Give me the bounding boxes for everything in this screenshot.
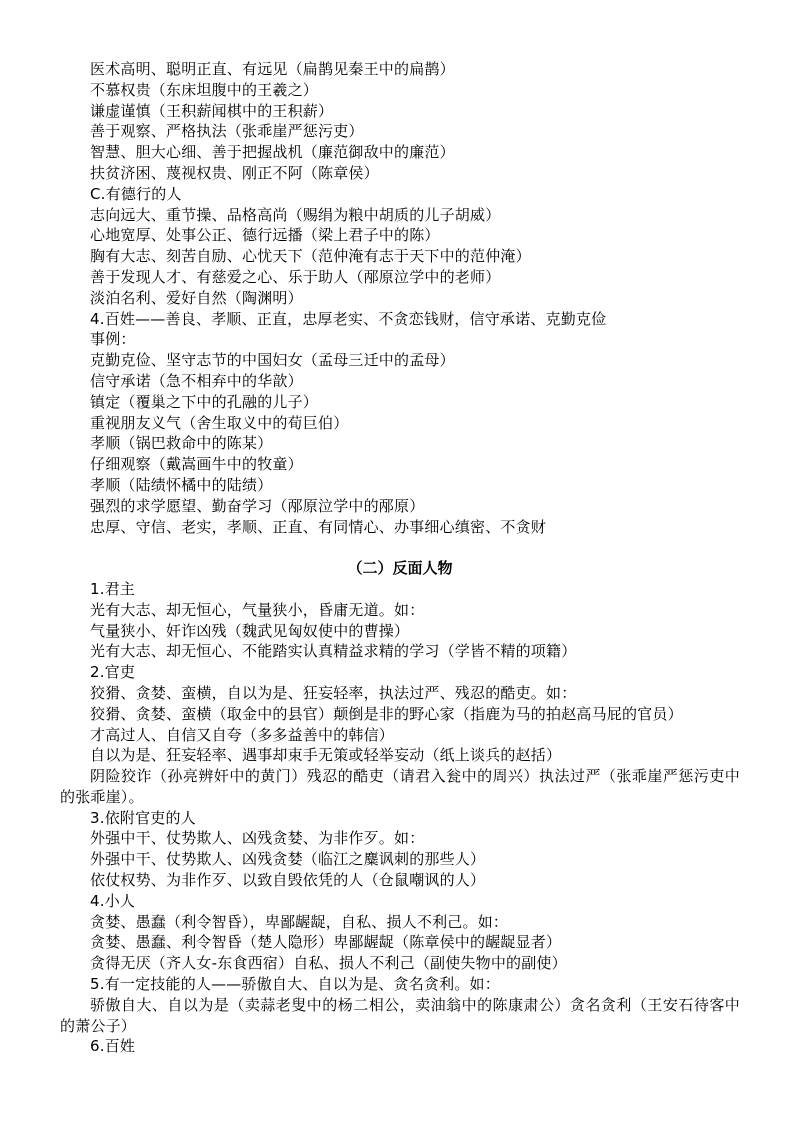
- text-line: 信守承诺（急不相弃中的华歆）: [90, 371, 303, 390]
- text-line: 外强中干、仗势欺人、凶残贪婪（临江之麋讽刺的那些人）: [90, 850, 486, 869]
- subheading: C.有德行的人: [90, 184, 182, 203]
- subheading: 5.有一定技能的人——骄傲自大、自以为是、贪名贪利。如：: [90, 975, 500, 994]
- text-line: 贪婪、愚蠢、利令智昏（楚人隐形）卑鄙龌龊（陈章侯中的龌龊显者）: [90, 933, 562, 952]
- wrapped-paragraph: 骄傲自大、自以为是（卖蒜老叟中的杨二相公，卖油翁中的陈康肃公）贪名贪利（王安石待客中的萧公子）: [60, 995, 740, 1035]
- text-line: 重视朋友义气（舍生取义中的荀巨伯）: [90, 413, 349, 432]
- text-line: 仔细观察（戴嵩画牛中的牧童）: [90, 455, 303, 474]
- text-line: 贪得无厌（齐人女-东食西宿）自私、损人不利己（副使失物中的副使）: [90, 954, 567, 973]
- subheading: 4.小人: [90, 891, 136, 910]
- text-line: 谦虚谨慎（王积薪闻棋中的王积薪）: [90, 101, 334, 120]
- text-line: 事例：: [90, 330, 136, 349]
- subheading: 3.依附官吏的人: [90, 808, 196, 827]
- subheading: 4.百姓——善良、孝顺、正直，忠厚老实、不贪恋钱财，信守承诺、克勤克俭: [90, 309, 607, 328]
- text-line: 狡猾、贪婪、蛮横，自以为是、狂妄轻率，执法过严、残忍的酷吏。如：: [90, 683, 577, 702]
- subheading: 2.官吏: [90, 663, 136, 682]
- text-line: 克勤克俭、坚守志节的中国妇女（孟母三迁中的孟母）: [90, 351, 455, 370]
- text-line: 胸有大志、刻苦自励、心忧天下（范仲淹有志于天下中的范仲淹）: [90, 247, 531, 266]
- text-line: 智慧、胆大心细、善于把握战机（廉范御敌中的廉范）: [90, 143, 455, 162]
- text-line: 扶贫济困、蔑视权贵、刚正不阿（陈章侯）: [90, 163, 379, 182]
- text-line: 镇定（覆巢之下中的孔融的儿子）: [90, 392, 319, 411]
- text-line: 光有大志、却无恒心、不能踏实认真精益求精的学习（学皆不精的项籍）: [90, 642, 577, 661]
- text-line: 孝顺（陆绩怀橘中的陆绩）: [90, 475, 273, 494]
- text-line: 淡泊名利、爱好自然（陶渊明）: [90, 288, 303, 307]
- text-line: 志向远大、重节操、品格高尚（赐绢为粮中胡质的儿子胡威）: [90, 205, 501, 224]
- text-line: 不慕权贵（东床坦腹中的王羲之）: [90, 80, 319, 99]
- wrapped-paragraph: 阴险狡诈（孙亮辨奸中的黄门）残忍的酷吏（请君入瓮中的周兴）执法过严（张乖崖严惩污吏中的张乖崖）。: [60, 767, 740, 806]
- subheading: 1.君主: [90, 579, 136, 598]
- text-line: 狡猾、贪婪、蛮横（取金中的县官）颠倒是非的野心家（指鹿为马的拍赵高马屁的官员）: [90, 704, 683, 723]
- text-line: 才高过人、自信又自夸（多多益善中的韩信）: [90, 725, 395, 744]
- text-line: 外强中干、仗势欺人、凶残贪婪、为非作歹。如：: [90, 829, 425, 848]
- text-line: 强烈的求学愿望、勤奋学习（邴原泣学中的邴原）: [90, 496, 425, 515]
- document-body: [60, 59, 740, 1057]
- text-line: 依仗权势、为非作歹、以致自毁依凭的人（仓鼠嘲讽的人）: [90, 871, 486, 890]
- text-line: 自以为是、狂妄轻率、遇事却束手无策或轻举妄动（纸上谈兵的赵括）: [90, 746, 562, 765]
- section-heading: （二）反面人物: [347, 559, 453, 578]
- text-line: 气量狭小、奸诈凶残（魏武见匈奴使中的曹操）: [90, 621, 410, 640]
- text-line: 善于观察、严格执法（张乖崖严惩污吏）: [90, 122, 364, 141]
- text-line: 贪婪、愚蠢（利令智昏），卑鄙龌龊，自私、损人不利己。如：: [90, 912, 509, 931]
- text-line: 心地宽厚、处事公正、德行远播（梁上君子中的陈）: [90, 226, 440, 245]
- blank-line: [60, 537, 740, 558]
- text-line: 善于发现人才、有慈爱之心、乐于助人（邴原泣学中的老师）: [90, 267, 501, 286]
- text-line: 光有大志、却无恒心，气量狭小，昏庸无道。如：: [90, 600, 425, 619]
- text-line: 孝顺（锅巴救命中的陈某）: [90, 434, 273, 453]
- subheading: 6.百姓: [90, 1037, 136, 1056]
- text-line: 医术高明、聪明正直、有远见（扁鹊见秦王中的扁鹊）: [90, 60, 455, 78]
- text-line: 忠厚、守信、老实，孝顺、正直、有同情心、办事细心缜密、不贪财: [90, 517, 547, 536]
